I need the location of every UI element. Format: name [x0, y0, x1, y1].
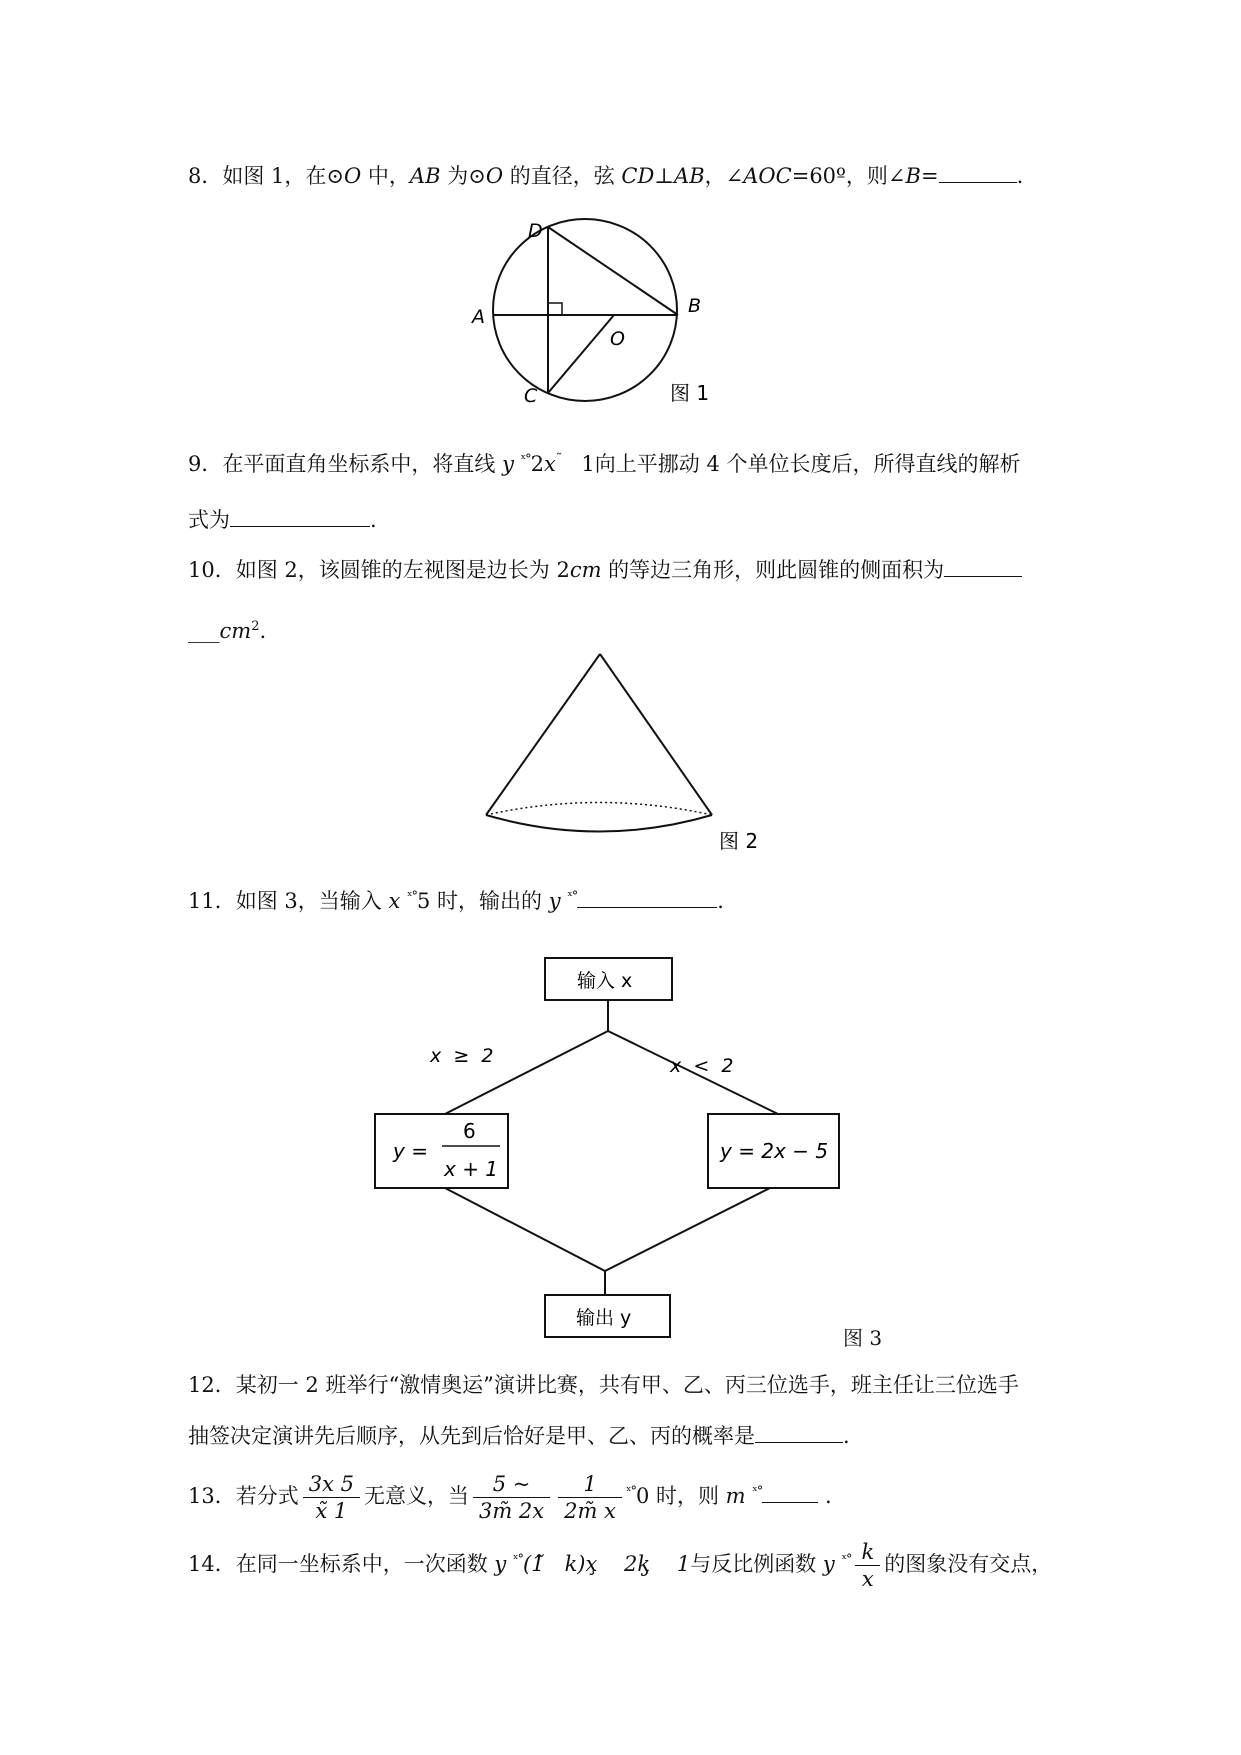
- output-box-label: 输出 y: [576, 1307, 632, 1329]
- segment-db: [548, 227, 678, 315]
- question-11: 11．如图 3，当输入 x $^{ˣ^\circ}$5 时，输出的 y $^{ˣ^\circ}$ .: [188, 882, 724, 916]
- point-o-label: O: [610, 328, 625, 350]
- figure-2-cone: [480, 650, 780, 870]
- question-8: 8．如图 1，在⊙O 中，AB 为⊙O 的直径，弦 CD⊥AB，∠AOC=60º，则∠B= .: [188, 160, 1023, 191]
- figure-2-caption: 图 2: [719, 829, 759, 853]
- fraction-3: $\frac{1}{2m̃ x}$: [558, 1471, 622, 1524]
- fraction-1: $\frac{3x 5}{x̃ 1}$: [303, 1471, 360, 1524]
- answer-blank[interactable]: [762, 1480, 818, 1503]
- input-box-label: 输入 x: [577, 970, 633, 992]
- right-formula: y = 2x − 5: [720, 1139, 829, 1163]
- answer-blank[interactable]: [944, 554, 1022, 577]
- merge-left-line: [445, 1188, 605, 1271]
- figure-3-flowchart: [370, 950, 890, 1350]
- question-10-line-2: $\_\_\_cm^2$.: [188, 619, 267, 643]
- point-c-label: C: [524, 385, 538, 407]
- cone-right-edge: [600, 654, 712, 815]
- condition-right: x < 2: [670, 1055, 734, 1077]
- figure-3-caption: 图 3: [843, 1326, 883, 1350]
- cone-base-front-arc: [486, 815, 712, 832]
- fraction-2: $\frac{5 \sim}{3m̃ 2x}$: [473, 1471, 550, 1524]
- question-13: 13．若分式 $\frac{3x 5}{x̃ 1}$ 无意义，当 $\frac{5 \sim}{3m̃ 2x}$ $\frac{1}{2m̃ x}$ $^{ˣ^\circ}$0 时，则 m $^{ˣ^\circ}$ .: [188, 1472, 832, 1523]
- left-formula-denominator: x + 1: [444, 1157, 499, 1181]
- figure-1-circle-diagram: [472, 210, 780, 410]
- figure-1-caption: 图 1: [670, 381, 710, 405]
- point-d-label: D: [528, 220, 543, 242]
- cone-base-hidden-arc: [486, 803, 712, 816]
- fraction-k-over-x: $\frac{k}{x}$: [855, 1539, 880, 1592]
- right-angle-mark: [548, 303, 562, 315]
- answer-blank[interactable]: [577, 885, 717, 908]
- point-a-label: A: [472, 306, 485, 328]
- question-14: 14．在同一坐标系中，一次函数 y $^{ˣ^\circ}$(1̃ k)x̧ 2k̡ 1与反比例函数 y $^{ˣ^\circ}$ $\frac{k}{x}$ 的图象没有交点，: [188, 1540, 1053, 1591]
- condition-left: x ≥ 2: [430, 1045, 494, 1067]
- segment-oc: [548, 315, 614, 393]
- answer-blank[interactable]: [939, 160, 1017, 183]
- circle-o: [493, 219, 677, 401]
- point-b-label: B: [688, 295, 702, 317]
- left-formula-y: y =: [393, 1139, 428, 1163]
- left-formula-numerator: 6: [463, 1119, 476, 1143]
- answer-blank[interactable]: [230, 504, 370, 527]
- answer-blank[interactable]: [755, 1420, 843, 1443]
- branch-left-line: [445, 1031, 608, 1114]
- merge-right-line: [605, 1188, 770, 1271]
- question-9-line-2: 式为 .: [188, 504, 377, 535]
- question-9: 9．在平面直角坐标系中，将直线 y $^{ˣ^\circ}$2x˜ 1向上平挪动 4 个单位长度后，所得直线的解析: [188, 452, 1021, 476]
- cone-left-edge: [486, 654, 600, 815]
- question-12: 12．某初一 2 班举行“激情奥运”演讲比赛，共有甲、乙、丙三位选手，班主任让三位选手: [188, 1373, 1019, 1397]
- question-number: 8．: [188, 164, 223, 188]
- question-10: 10．如图 2，该圆锥的左视图是边长为 2cm 的等边三角形，则此圆锥的侧面积为: [188, 554, 1022, 585]
- question-12-line-2: 抽签决定演讲先后顺序，从先到后恰好是甲、乙、丙的概率是 .: [188, 1420, 850, 1451]
